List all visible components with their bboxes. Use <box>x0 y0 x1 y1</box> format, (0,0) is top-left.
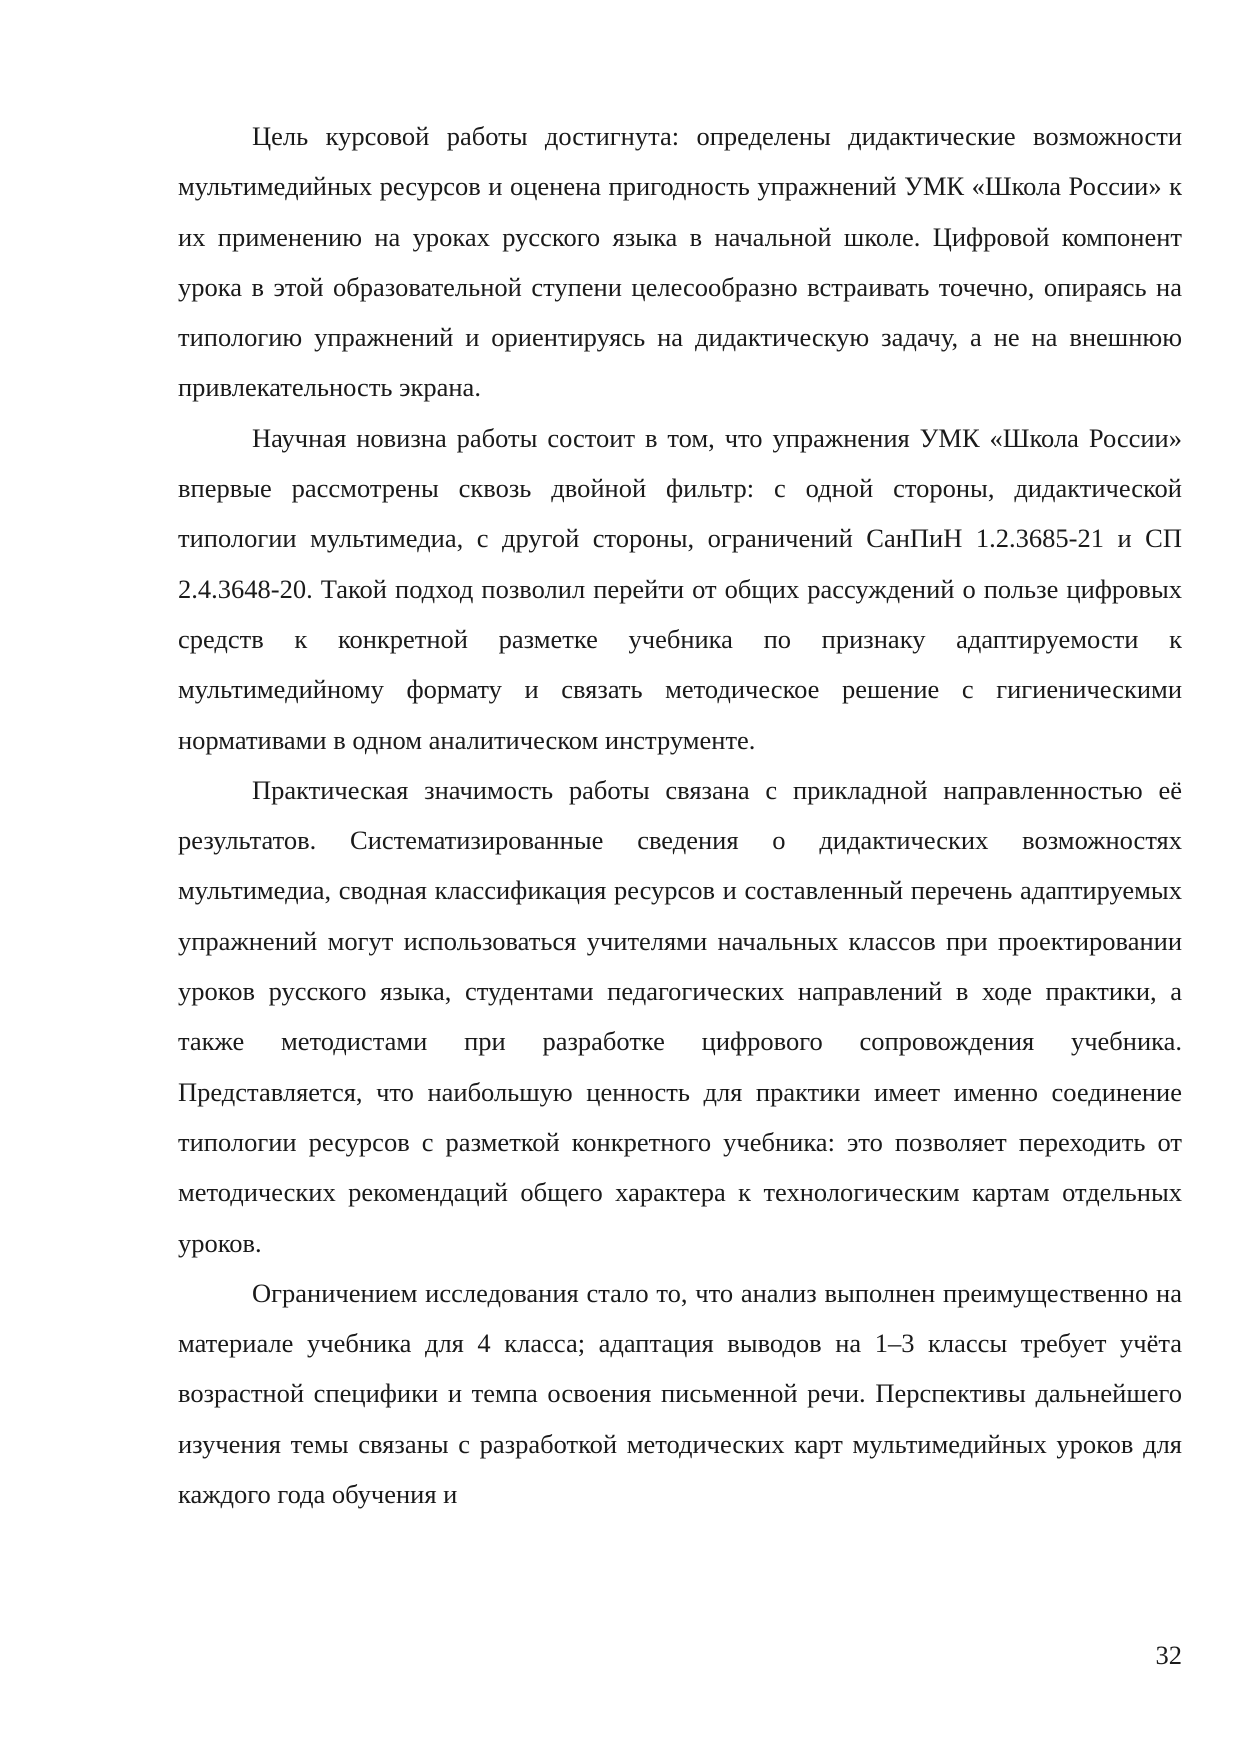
paragraph-limitations: Ограничением исследования стало то, что анализ выполнен преимущественно на материале учебника для 4 класса; адаптация выводов на 1–3 классы требует учёта возрастной специфики и темпа освоения письменной речи. Перспективы дальнейшего изучения темы связаны с разработкой методических карт мультимедийных уроков для каждого года обучения и <box>178 1277 1182 1510</box>
paragraph-conclusion: Цель курсовой работы достигнута: определены дидактические возможности мультимедийных ресурсов и оценена пригодность упражнений УМК «Школа России» к их применению на уроках русского языка в начальной школе. Цифровой компонент урока в этой образовательной ступени целесообразно встраивать точечно, опираясь на типологию упражнений и ориентируясь на дидактическую задачу, а не на внешнюю привлекательность экрана. <box>178 121 1182 403</box>
body-text <box>178 111 1182 1519</box>
paragraph-significance: Практическая значимость работы связана с прикладной направленностью её результатов. Систематизированные сведения о дидактических возможностях мультимедиа, сводная классификация ресурсов и составленный перечень адаптируемых упражнений могут использоваться учителями начальных классов при проектировании уроков русского языка, студентами педагогических направлений в ходе практики, а также методистами при разработке цифрового сопровождения учебника. Представляется, что наибольшую ценность для практики имеет именно соединение типологии ресурсов с разметкой конкретного учебника: это позволяет переходить от методических рекомендаций общего характера к технологическим картам отдельных уроков. <box>178 774 1182 1258</box>
page-number: 32 <box>1155 1640 1182 1670</box>
paragraph-novelty: Научная новизна работы состоит в том, что упражнения УМК «Школа России» впервые рассмотрены сквозь двойной фильтр: с одной стороны, дидактической типологии мультимедиа, с другой стороны, ограничений СанПиН 1.2.3685-21 и СП 2.4.3648-20. Такой подход позволил перейти от общих рассуждений о пользе цифровых средств к конкретной разметке учебника по признаку адаптируемости к мультимедийному формату и связать методическое решение с гигиеническими нормативами в одном аналитическом инструменте. <box>178 422 1182 755</box>
